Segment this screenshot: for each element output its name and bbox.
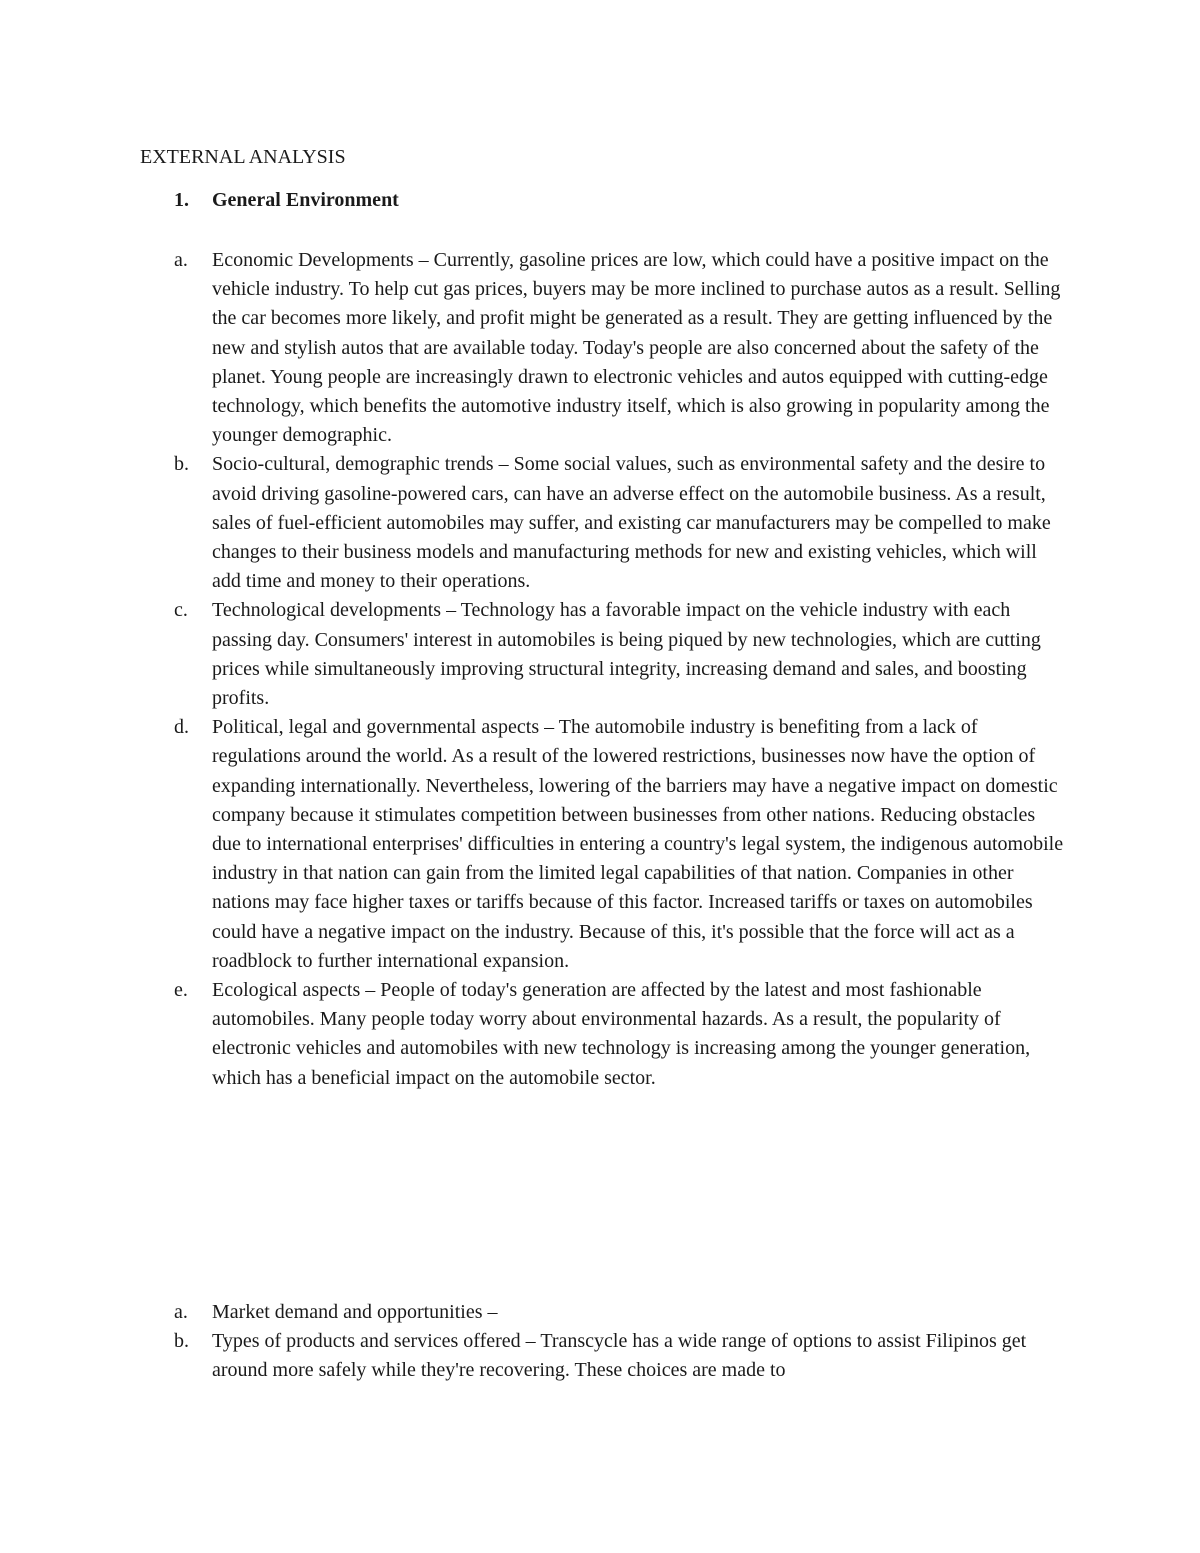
list-item-marker: d. <box>174 716 189 739</box>
document-title: EXTERNAL ANALYSIS <box>140 146 346 168</box>
list-item-marker: a. <box>174 249 188 271</box>
list-item-market-demand <box>174 1298 1064 1327</box>
section-heading-label: General Environment <box>212 189 399 211</box>
list-item-text: Market demand and opportunities – <box>212 1301 498 1323</box>
list-item-text: Economic Developments – Currently, gasoline prices are low, which could have a positive impact on the vehicle industry. To help cut gas prices, buyers may be more inclined to purchase autos as a result. Selling the car becomes more likely, and profit might be generated as a result. They are getting influenced by the new and stylish autos that are available today. Today's people are also concerned about the safety of the planet. Young people are increasingly drawn to electronic vehicles and autos equipped with cutting-edge technology, which benefits the automotive industry itself, which is also growing in popularity among the younger demographic. <box>212 249 1061 447</box>
list-item-political <box>174 713 1064 976</box>
list-item-products-services <box>174 1327 1064 1385</box>
list-item-text: Technological developments – Technology has a favorable impact on the vehicle industry with each passing day. Consumers' interest in automobiles is being piqued by new technologies, which are cutting prices while simultaneously improving structural integrity, increasing demand and sales, and boosting profits. <box>212 599 1041 710</box>
list-item-economic <box>174 246 1064 450</box>
list-item-socio-cultural <box>174 450 1064 596</box>
list-item-text: Ecological aspects – People of today's generation are affected by the latest and most fashionable automobiles. Many people today worry about environmental hazards. As a result, the popularity of electronic vehicles and automobiles with new technology is increasing among the younger generation, which has a beneficial impact on the automobile sector. <box>212 979 1031 1089</box>
list-item-marker: e. <box>174 979 188 1002</box>
section-number: 1. <box>174 189 189 211</box>
list-item-text: Types of products and services offered – Transcycle has a wide range of options to assist Filipinos get around more safely while they're recovering. These choices are made to <box>212 1330 1027 1382</box>
list-item-text: Socio-cultural, demographic trends – Some social values, such as environmental safety and the desire to avoid driving gasoline-powered cars, can have an adverse effect on the automobile business. As a result, sales of fuel-efficient automobiles may suffer, and existing car manufacturers may be compelled to make changes to their business models and manufacturing methods for new and existing vehicles, which will add time and money to their operations. <box>212 453 1051 593</box>
list-item-marker: b. <box>174 453 189 476</box>
list-item-marker: b. <box>174 1330 189 1353</box>
list-item-marker: a. <box>174 1301 188 1323</box>
general-environment-list <box>174 246 1064 1093</box>
list-item-ecological <box>174 976 1064 1093</box>
industry-environment-list <box>174 1298 1064 1386</box>
list-item-technological <box>174 596 1064 713</box>
list-item-text: Political, legal and governmental aspects – The automobile industry is benefiting from a lack of regulations around the world. As a result of the lowered restrictions, businesses now have the option of expanding internationally. Nevertheless, lowering of the barriers may have a negative impact on domestic company because it stimulates competition between businesses from other nations. Reducing obstacles due to international enterprises' difficulties in entering a country's legal system, the indigenous automobile industry in that nation can gain from the limited legal capabilities of that nation. Companies in other nations may face higher taxes or tariffs because of this factor. Increased tariffs or taxes on automobiles could have a negative impact on the industry. Because of this, it's possible that the force will act as a roadblock to further international expansion. <box>212 716 1064 972</box>
list-item-marker: c. <box>174 599 188 622</box>
